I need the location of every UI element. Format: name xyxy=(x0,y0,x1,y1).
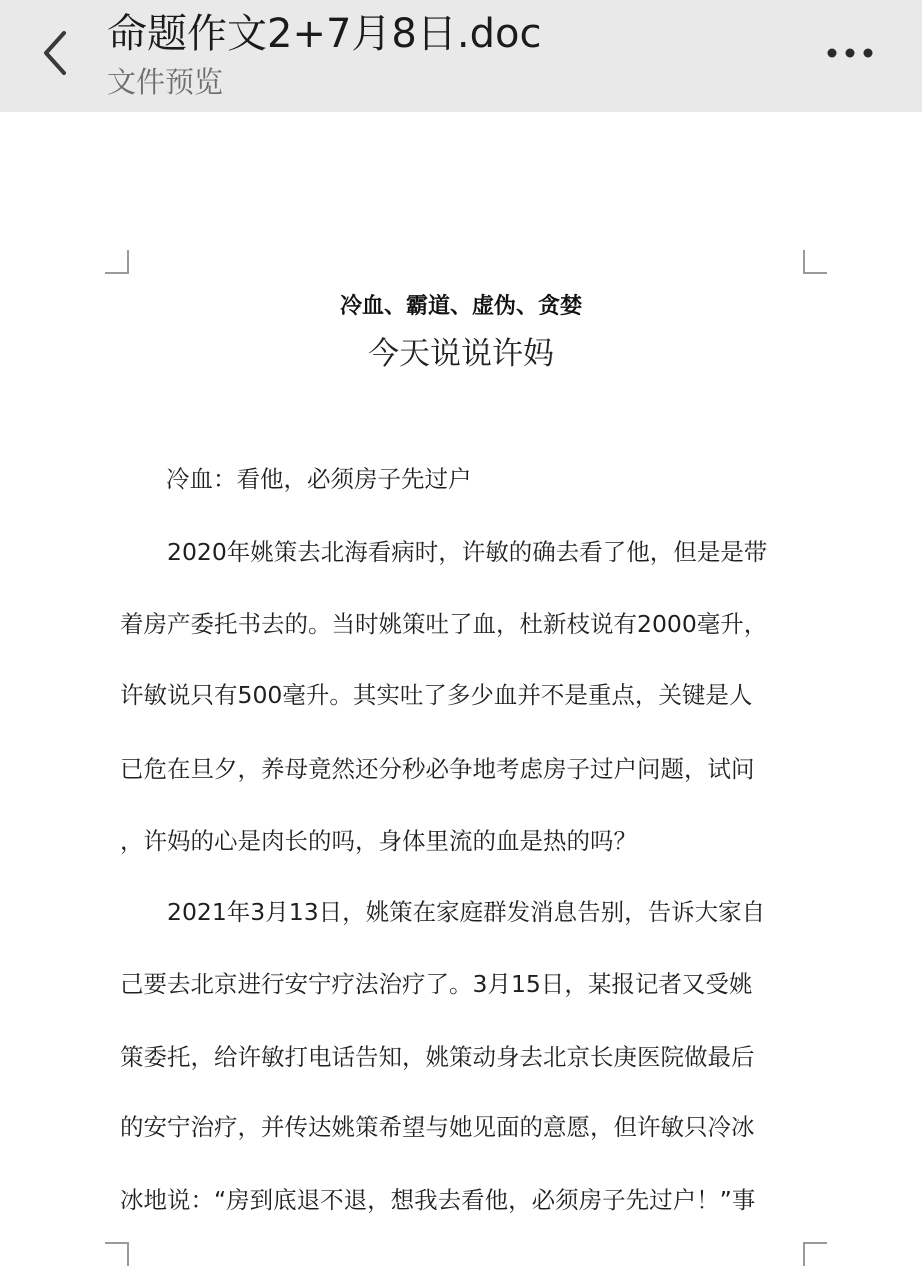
body-line: 的安宁治疗，并传达姚策希望与她见面的意愿，但许敏只冷冰 xyxy=(120,1113,755,1141)
margin-corner-top-left xyxy=(105,250,129,274)
document-subheading: 冷血、霸道、虚伪、贪婪 xyxy=(339,294,582,319)
document-title: 今天说说许妈 xyxy=(368,336,554,372)
section-heading: 冷血：看他，必须房子先过户 xyxy=(166,465,472,493)
body-line: 冰地说：“房到底退不退，想我去看他，必须房子先过户！”事 xyxy=(120,1186,756,1214)
top-bar xyxy=(0,0,922,112)
margin-corner-bottom-left xyxy=(105,1242,129,1266)
margin-corner-top-right xyxy=(803,250,827,274)
chevron-left-icon xyxy=(40,29,70,81)
body-line: 己要去北京进行安宁疗法治疗了。3月15日，某报记者又受姚 xyxy=(120,970,753,998)
back-button[interactable] xyxy=(30,20,80,90)
body-line: 已危在旦夕，养母竟然还分秒必争地考虑房子过户问题，试问 xyxy=(120,755,755,783)
body-line: ，许妈的心是肉长的吗，身体里流的血是热的吗？ xyxy=(120,827,637,855)
file-preview-label: 文件预览 xyxy=(107,65,224,99)
more-options-button[interactable] xyxy=(815,30,885,76)
body-line: 策委托，给许敏打电话告知，姚策动身去北京长庚医院做最后 xyxy=(120,1043,755,1071)
more-horizontal-icon xyxy=(826,44,874,63)
body-line: 许敏说只有500毫升。其实吐了多少血并不是重点，关键是人 xyxy=(120,681,753,709)
margin-corner-bottom-right xyxy=(803,1242,827,1266)
body-line: 着房产委托书去的。当时姚策吐了血，杜新枝说有2000毫升， xyxy=(120,610,768,638)
body-line: 2021年3月13日，姚策在家庭群发消息告别，告诉大家自 xyxy=(120,898,766,926)
body-line: 2020年姚策去北海看病时，许敏的确去看了他，但是是带 xyxy=(120,538,768,566)
file-title: 命题作文2+7月8日.doc xyxy=(107,11,542,57)
